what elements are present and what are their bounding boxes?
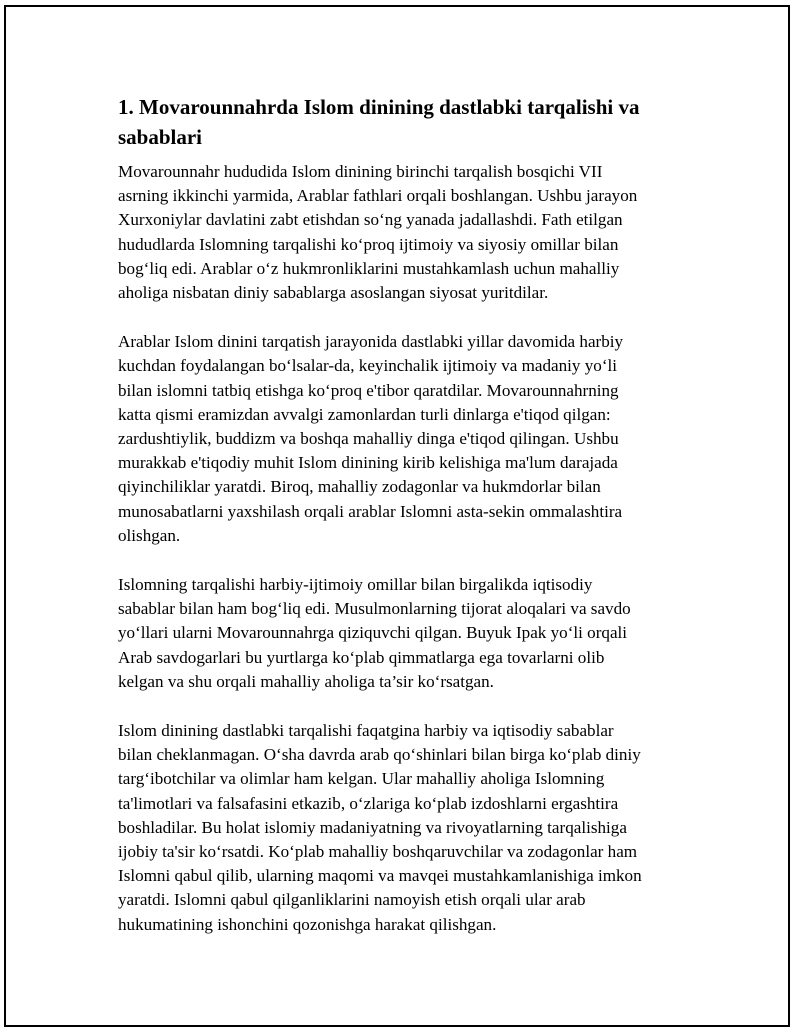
text-line: olishgan. (118, 525, 181, 545)
text-line: ta'limotlari va falsafasini etkazib, o‘zlariga ko‘plab izdoshlarni ergashtira (118, 793, 619, 813)
text-line: Islom dinining dastlabki tarqalishi faqatgina harbiy va iqtisodiy sabablar (118, 721, 614, 741)
text-line: asrning ikkinchi yarmida, Arablar fathlari orqali boshlangan. Ushbu jarayon (118, 186, 638, 206)
text-line: Arablar Islom dinini tarqatish jarayonida dastlabki yillar davomida harbiy (118, 332, 624, 352)
text-line: Xurxoniylar davlatini zabt etishdan so‘ng yanada jadallashdi. Fath etilgan (118, 210, 623, 230)
text-line: bilan islomni tatbiq etishga ko‘proq e'tibor qaratdilar. Movarounnahrning (118, 380, 619, 400)
heading-line: 1. Movarounnahrda Islom dinining dastlabki tarqalishi va (118, 95, 640, 119)
document-body (118, 92, 686, 962)
text-line: Arab savdogarlari bu yurtlarga ko‘plab qimmatlarga ega tovarlarni olib (118, 647, 605, 667)
paragraph-1 (118, 160, 686, 305)
text-line: hududlarda Islomning tarqalishi ko‘proq ijtimoiy va siyosiy omillar bilan (118, 234, 619, 254)
text-line: kelgan va shu orqali mahalliy aholiga ta’sir ko‘rsatgan. (118, 671, 494, 691)
text-line: targ‘ibotchilar va olimlar ham kelgan. Ular mahalliy aholiga Islomning (118, 769, 605, 789)
text-line: munosabatlarni yaxshilash orqali arablar Islomni asta-sekin ommalashtira (118, 501, 623, 521)
text-line: hukumatining ishonchini qozonishga harakat qilishgan. (118, 914, 497, 934)
paragraph-4 (118, 719, 686, 937)
text-line: sabablar bilan ham bog‘liq edi. Musulmonlarning tijorat aloqalari va savdo (118, 599, 631, 619)
section-heading (118, 92, 686, 152)
text-line: qiyinchiliklar yaratdi. Biroq, mahalliy zodagonlar va hukmdorlar bilan (118, 477, 601, 497)
text-line: bog‘liq edi. Arablar o‘z hukmronliklarini mustahkamlash uchun mahalliy (118, 258, 620, 278)
text-line: ijobiy ta'sir ko‘rsatdi. Ko‘plab mahalliy boshqaruvchilar va zodagonlar ham (118, 842, 638, 862)
text-line: Islomning tarqalishi harbiy-ijtimoiy omillar bilan birgalikda iqtisodiy (118, 575, 593, 595)
text-line: zardushtiylik, buddizm va boshqa mahalliy dinga e'tiqod qilingan. Ushbu (118, 429, 619, 449)
text-line: murakkab e'tiqodiy muhit Islom dinining kirib kelishiga ma'lum darajada (118, 453, 618, 473)
text-line: boshladilar. Bu holat islomiy madaniyatning va rivoyatlarning tarqalishiga (118, 817, 627, 837)
text-line: Movarounnahr hududida Islom dinining birinchi tarqalish bosqichi VII (118, 162, 603, 181)
text-line: bilan cheklanmagan. O‘sha davrda arab qo‘shinlari bilan birga ko‘plab diniy (118, 745, 641, 765)
text-line: Islomni qabul qilib, ularning maqomi va mavqei mustahkamlanishiga imkon (118, 866, 642, 886)
paragraph-3 (118, 573, 686, 694)
text-line: katta qismi eramizdan avvalgi zamonlardan turli dinlarga e'tiqod qilgan: (118, 404, 611, 424)
text-line: yaratdi. Islomni qabul qilganliklarini namoyish etish orqali ular arab (118, 890, 586, 910)
text-line: kuchdan foydalangan bo‘lsalar-da, keyinchalik ijtimoiy va madaniy yo‘li (118, 356, 618, 376)
text-line: aholiga nisbatan diniy sabablarga asoslangan siyosat yuritdilar. (118, 283, 549, 303)
text-line: yo‘llari ularni Movarounnahrga qiziquvchi qilgan. Buyuk Ipak yo‘li orqali (118, 623, 628, 643)
heading-line: sabablari (118, 125, 203, 149)
paragraph-2 (118, 330, 686, 548)
